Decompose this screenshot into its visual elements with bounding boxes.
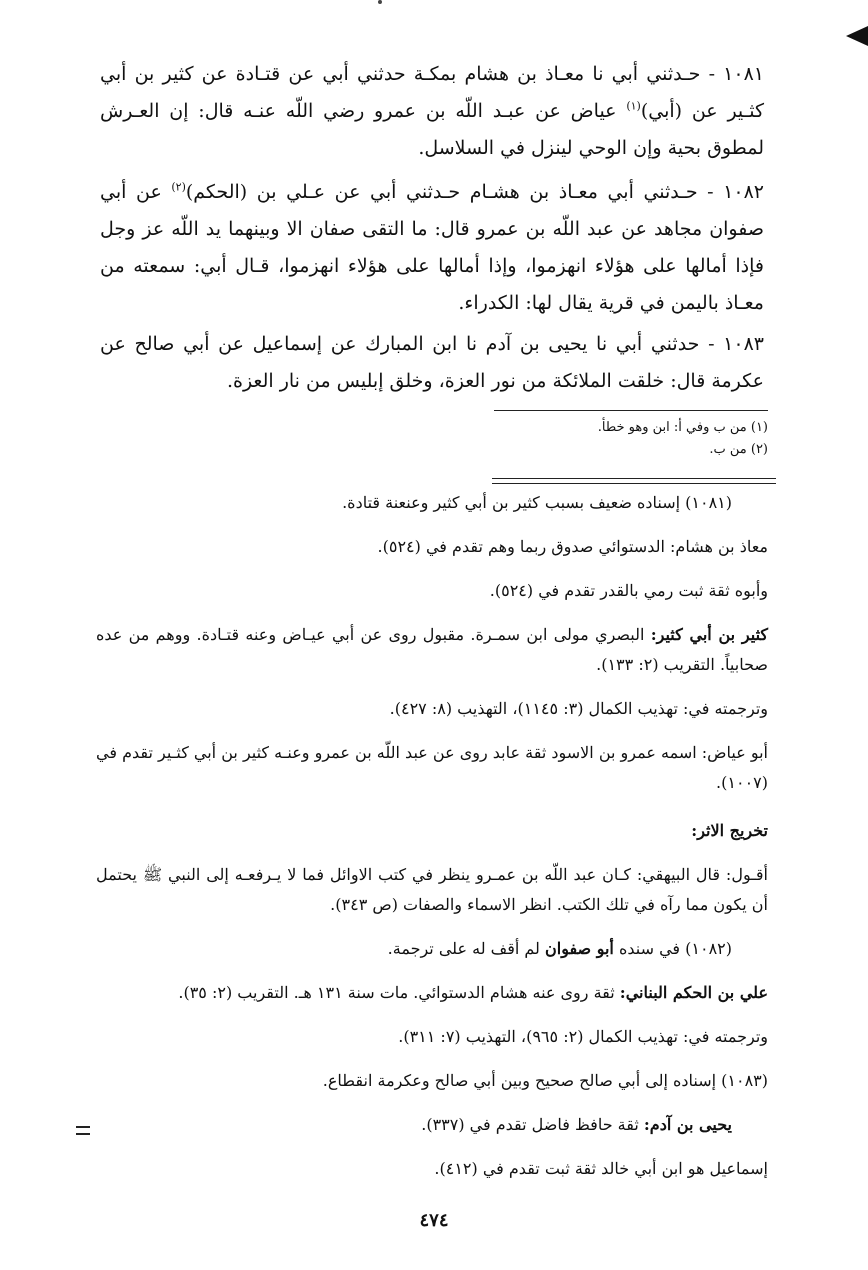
hadith-1083 <box>100 326 764 400</box>
footnotes <box>494 410 768 461</box>
note-1082-ali <box>96 978 768 1008</box>
hadith-text: - حدثني أبي نا يحيى بن آدم نا ابن المبارك عن إسماعيل عن أبي صالح عن عكرمة قال: خلقت الملائكة من نور العزة، وخلق إبليس من نار العزة. <box>100 333 764 392</box>
page-number: ٤٧٤ <box>419 1210 449 1231</box>
hadith-text: عن أبي صفوان مجاهد عن عبد اللّه بن عمرو قال: ما التقى صفان الا وبينهما يد اللّه عز وجل فإذا أمالها على هؤلاء انهزموا، وإذا أمالها على هؤلاء انهزموا، قـال أبي: سمعته من معـاذ باليمن في قرية يقال لها: الكدراء. <box>100 181 764 314</box>
note-1081-abu-ayyash: أبو عياض: اسمه عمرو بن الاسود ثقة عابد روى عن عبد اللّه بن عمرو وعنـه كثير بن أبي كثـير تقدم في (١٠٠٧). <box>96 743 768 792</box>
takhrij-title: تخريج الاثر: <box>691 821 768 840</box>
note-1083-ismail: إسماعيل هو ابن أبي خالد ثقة ثبت تقدم في (٤١٢). <box>434 1159 768 1178</box>
corner-mark <box>846 26 868 46</box>
hadith-1082-text <box>100 174 764 322</box>
note-1082-tarjama: وترجمته في: تهذيب الكمال (٢: ٩٦٥)، التهذيب (٧: ٣١١). <box>398 1027 768 1046</box>
note-1081-father: وأبوه ثقة ثبت رمي بالقدر تقدم في (٥٢٤). <box>489 581 768 600</box>
narrator-name: يحيى بن آدم: <box>643 1115 732 1134</box>
note-1083-yahya <box>96 1110 768 1140</box>
note-text: ثقة حافظ فاضل تقدم في (٣٣٧). <box>421 1115 644 1134</box>
editor-notes <box>96 488 768 1184</box>
note-1081-tarjama: وترجمته في: تهذيب الكمال (٣: ١١٤٥)، التهذيب (٨: ٤٢٧). <box>389 699 768 718</box>
note-1081-kathir <box>96 620 768 680</box>
footnote-2: (٢) من ب. <box>709 442 768 457</box>
note-text: (١٠٨٢) في سنده <box>613 939 732 958</box>
takhrij-text: أقـول: قال البيهقي: كـان عبد اللّه بن عمـرو ينظر في كتب الاوائل فما لا يـرفعـه إلى النبي ﷺ يحتمل أن يكون مما رآه في تلك الكتب. انظر الاسماء والصفات (ص ٣٤٣). <box>96 865 768 914</box>
footnote-1: (١) من ب وفي أ: ابن وهو خطأ. <box>597 420 768 435</box>
note-text: لم أقف له على ترجمة. <box>387 939 545 958</box>
footnote-ref: (٢) <box>171 180 186 194</box>
section-divider <box>492 478 776 484</box>
hadith-text: - حـدثني أبي معـاذ بن هشـام حـدثني أبي عن عـلي بن (الحكم) <box>185 181 724 203</box>
hadith-text: - حـدثني أبي نا معـاذ بن هشام بمكـة حدثني أبي عن قتـادة عن كثير بن أبي كثـير عن (أبي) <box>100 63 765 122</box>
narrator-name: أبو صفوان <box>545 939 614 958</box>
margin-mark <box>76 1126 90 1135</box>
hadith-number: ١٠٨٢ <box>723 181 764 203</box>
hadith-number: ١٠٨٣ <box>723 333 764 355</box>
narrator-name: علي بن الحكم البناني: <box>619 983 768 1002</box>
note-text: ثقة روى عنه هشام الدستوائي. مات سنة ١٣١ هـ. التقريب (٢: ٣٥). <box>178 983 620 1002</box>
note-1081-isnad: (١٠٨١) إسناده ضعيف بسبب كثير بن أبي كثير وعنعنة قتادة. <box>342 493 732 512</box>
hadith-number: ١٠٨١ <box>723 63 764 85</box>
note-1081-muadh: معاذ بن هشام: الدستوائي صدوق ربما وهم تقدم في (٥٢٤). <box>377 537 768 556</box>
hadith-1081-text <box>100 56 764 167</box>
note-1082-isnad <box>96 934 768 964</box>
footnote-ref: (١) <box>626 99 641 113</box>
hadith-text: عياض عن عبـد اللّه بن عمرو رضي اللّه عنـه قال: إن العـرش لمطوق بحية وإن الوحي لينزل في السلاسل. <box>100 100 764 159</box>
hadith-1083-text <box>100 326 764 400</box>
scan-dot <box>378 0 382 4</box>
note-1083-isnad: (١٠٨٣) إسناده إلى أبي صالح صحيح وبين أبي صالح وعكرمة انقطاع. <box>322 1071 768 1090</box>
hadith-1081 <box>100 56 764 167</box>
hadith-1082 <box>100 174 764 322</box>
narrator-name: كثير بن أبي كثير: <box>650 625 769 644</box>
note-text: البصري مولى ابن سمـرة. مقبول روى عن أبي عيـاض وعنه قتـادة. ووهم من عده صحابياً. التقريب (٢: ١٣٣). <box>96 625 768 674</box>
